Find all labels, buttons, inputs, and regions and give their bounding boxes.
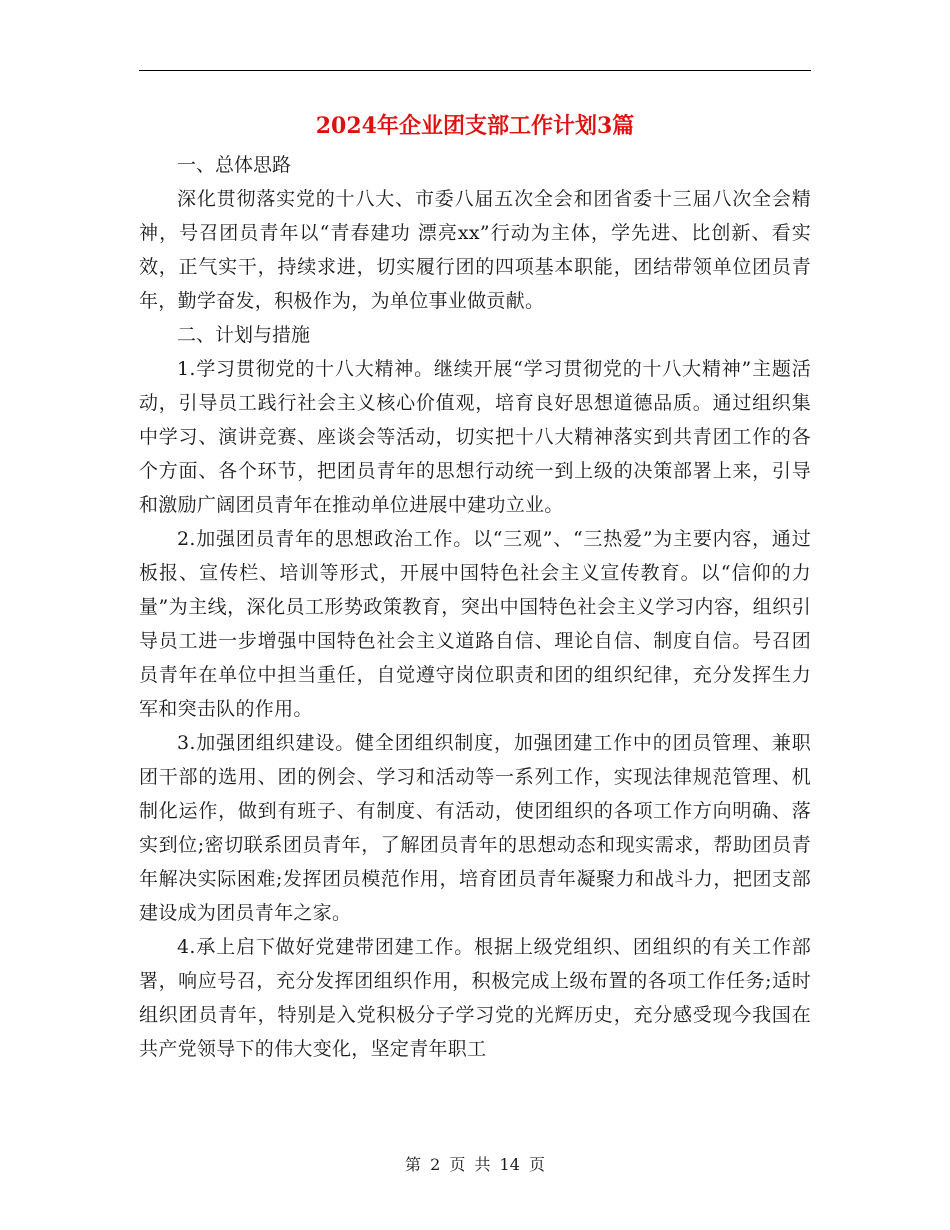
header-rule <box>139 70 811 71</box>
page-number-footer: 第 2 页 共 14 页 <box>405 1155 545 1174</box>
section-heading-overall-approach: 一、总体思路 <box>177 154 292 176</box>
paragraph-item-2: 2.加强团员青年的思想政治工作。以“三观”、“三热爱”为主要内容，通过板报、宣传栏、培训等形式，开展中国特色社会主义宣传教育。以“信仰的力量”为主线，深化员工形势政策教育，突出中国特色社会主义学习内容，组织引导员工进一步增强中国特色社会主义道路自信、理论自信、制度自信。号召团员青年在单位中担当重任，自觉遵守岗位职责和团的组织纪律，充分发挥生力军和突击队的作用。 <box>139 528 811 720</box>
paragraph-item-3: 3.加强团组织建设。健全团组织制度，加强团建工作中的团员管理、兼职团干部的选用、团的例会、学习和活动等一系列工作，实现法律规范管理、机制化运作，做到有班子、有制度、有活动，使团组织的各项工作方向明确、落实到位;密切联系团员青年，了解团员青年的思想动态和现实需求，帮助团员青年解决实际困难;发挥团员模范作用，培育团员青年凝聚力和战斗力，把团支部建设成为团员青年之家。 <box>139 732 811 924</box>
document-body <box>139 148 811 1066</box>
paragraph-item-1: 1.学习贯彻党的十八大精神。继续开展“学习贯彻党的十八大精神”主题活动，引导员工践行社会主义核心价值观，培育良好思想道德品质。通过组织集中学习、演讲竞赛、座谈会等活动，切实把十八大精神落实到共青团工作的各个方面、各个环节，把团员青年的思想行动统一到上级的决策部署上来，引导和激励广阔团员青年在推动单位进展中建功立业。 <box>139 358 811 516</box>
section-heading-plans-measures: 二、计划与措施 <box>177 324 311 346</box>
paragraph-item-4: 4.承上启下做好党建带团建工作。根据上级党组织、团组织的有关工作部署，响应号召，充分发挥团组织作用，积极完成上级布置的各项工作任务;适时组织团员青年，特别是入党积极分子学习党的光辉历史，充分感受现今我国在共产党领导下的伟大变化，坚定青年职工 <box>139 936 811 1060</box>
document-title: 2024年企业团支部工作计划3篇 <box>315 113 635 139</box>
paragraph-overall-approach: 深化贯彻落实党的十八大、市委八届五次全会和团省委十三届八次全会精神，号召团员青年以“青春建功 漂亮xx”行动为主体，学先进、比创新、看实效，正气实干，持续求进，切实履行团的四项基本职能，团结带领单位团员青年，勤学奋发，积极作为，为单位事业做贡献。 <box>139 188 811 312</box>
